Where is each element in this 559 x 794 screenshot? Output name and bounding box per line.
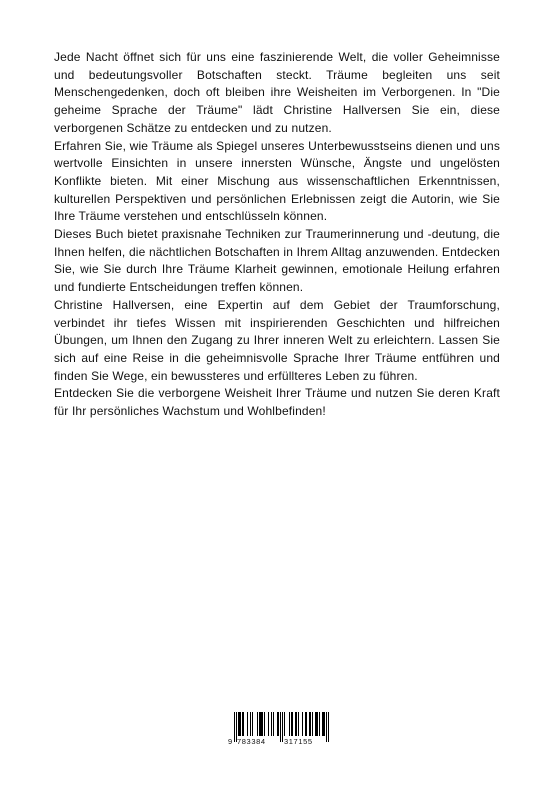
barcode-bar [315, 712, 316, 736]
barcode-digits [226, 737, 334, 749]
barcode-bar [242, 712, 243, 736]
barcode-bar [252, 712, 253, 736]
barcode-bar [324, 712, 325, 736]
barcode-bar [319, 712, 320, 736]
barcode-bar [243, 712, 244, 736]
barcode-bar [305, 712, 306, 736]
isbn-barcode [226, 712, 334, 756]
barcode-bar [238, 712, 239, 736]
barcode-first-digit: 9 [228, 737, 233, 746]
barcode-bar [302, 712, 303, 736]
blurb-paragraph-4: Christine Hallversen, eine Expertin auf dem Gebiet der Traumforschung, verbindet ihr tiefes Wissen mit inspirierenden Geschichten und hilfreichen Übungen, um Ihnen den Zugang zu Ihrer inneren Welt zu erleichtern. Lassen Sie sich auf eine Reise in die geheimnisvolle Sprache Ihrer Träume entführen und finden Sie Wege, ein bewussteres und erfüllteres Leben zu führen. [54, 297, 500, 383]
barcode-bar [317, 712, 318, 736]
barcode-bar [306, 712, 307, 736]
barcode-right-group: 317155 [284, 737, 313, 746]
barcode-bar [264, 712, 265, 736]
barcode-bar [257, 712, 258, 736]
barcode-bar [278, 712, 279, 736]
barcode-bar [312, 712, 313, 736]
barcode-bar [271, 712, 272, 736]
barcode-bar [295, 712, 296, 736]
barcode-bar [309, 712, 310, 736]
blurb-paragraph-1: Jede Nacht öffnet sich für uns eine faszinierende Welt, die voller Geheimnisse und bedeutungsvoller Botschaften steckt. Träume begleiten uns seit Menschengedenken, doch oft bleiben ihre Weisheiten im Verborgenen. In "Die geheime Sprache der Träume" lädt Christine Hallversen Sie ein, diese verborgenen Schätze zu entdecken und zu nutzen. [54, 50, 500, 135]
barcode-bar [240, 712, 241, 736]
barcode-bar [239, 712, 240, 736]
barcode-bar [322, 712, 323, 736]
barcode-bar [260, 712, 261, 736]
barcode-bar [289, 712, 290, 736]
blurb-paragraph-2: Erfahren Sie, wie Träume als Spiegel unseres Unterbewusstseins dienen und uns wertvolle Einsichten in unsere innersten Wünsche, Ängste und ungelösten Konflikte bieten. Mit einer Mischung aus wissenschaftlichen Erkenntnissen, kulturellen Perspektiven und persönlichen Erlebnissen zeigt die Autorin, wie Sie Ihre Träume verstehen und entschlüsseln können. [54, 138, 500, 224]
barcode-bar [268, 712, 269, 736]
barcode-bar [291, 712, 292, 736]
blurb-text [54, 49, 500, 421]
barcode-bar [277, 712, 278, 736]
barcode-bar [284, 712, 285, 736]
barcode-bar [292, 712, 293, 736]
barcode-bar [262, 712, 263, 736]
blurb-paragraph-3: Dieses Buch bietet praxisnahe Techniken zur Traumerinnerung und -deutung, die Ihnen helfen, die nächtlichen Botschaften in Ihrem Alltag anzuwenden. Entdecken Sie, wie Sie durch Ihre Träume Klarheit gewinnen, emotionale Heilung erfahren und fundierte Entscheidungen treffen können. [54, 227, 500, 295]
barcode-bar [259, 712, 260, 736]
barcode-bar [316, 712, 317, 736]
barcode-bar [298, 712, 299, 736]
barcode-bar [296, 712, 297, 736]
barcode-bar [310, 712, 311, 736]
barcode-bar [273, 712, 274, 736]
barcode-bar [247, 712, 248, 736]
blurb-paragraph-5: Entdecken Sie die verborgene Weisheit Ihrer Träume und nutzen Sie deren Kraft für Ihr persönliches Wachstum und Wohlbefinden! [54, 386, 500, 419]
barcode-left-group: 783384 [237, 737, 266, 746]
barcode-bar [323, 712, 324, 736]
barcode-bar [250, 712, 251, 736]
barcode-bar [261, 712, 262, 736]
